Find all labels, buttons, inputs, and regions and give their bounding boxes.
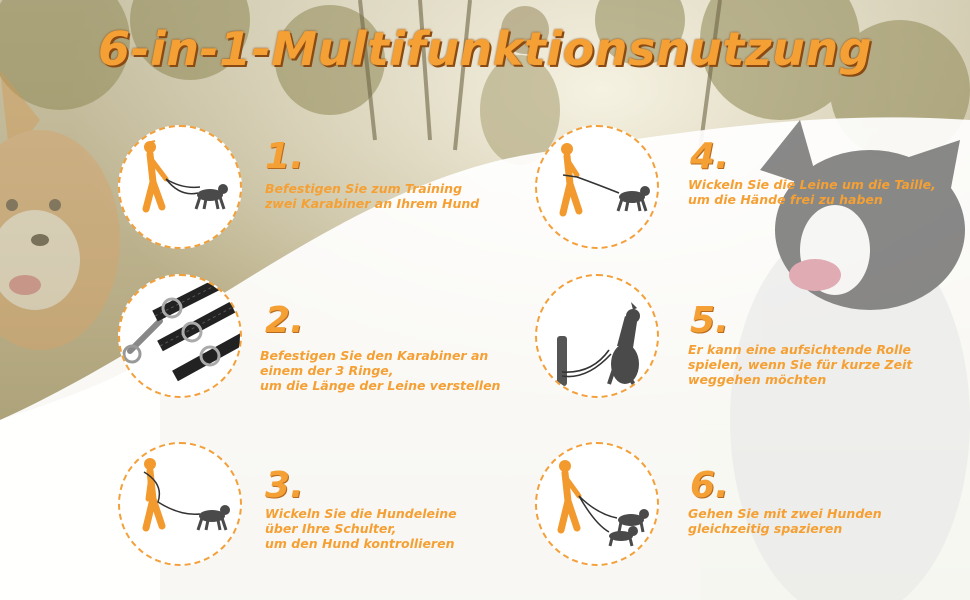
step-5-description	[688, 342, 912, 387]
step-2-line-2: einem der 3 Ringe,	[260, 363, 394, 378]
step-6-description	[688, 506, 882, 536]
step-4-description	[688, 177, 936, 207]
step-1-description	[265, 181, 479, 211]
step-3-line-3: um den Hund kontrollieren	[265, 536, 455, 551]
step-2-line-3: um die Länge der Leine verstellen	[260, 378, 501, 393]
step-5-line-2: spielen, wenn Sie für kurze Zeit	[688, 357, 913, 372]
step-5-line-3: weggehen möchten	[688, 372, 827, 387]
step-6-line-1: Gehen Sie mit zwei Hunden	[688, 506, 882, 521]
person-two-dogs-icon	[537, 444, 659, 566]
dog-tied-to-post-icon	[537, 276, 659, 398]
step-3-line-1: Wickeln Sie die Hundeleine	[265, 506, 457, 521]
step-4-line-1: Wickeln Sie die Leine um die Taille,	[688, 177, 936, 192]
step-3-line-2: über Ihre Schulter,	[265, 521, 397, 536]
step-6-illustration	[535, 442, 659, 566]
person-walking-dog-icon	[120, 127, 242, 249]
step-2-description	[260, 348, 500, 393]
step-1-line-1: Befestigen Sie zum Training	[265, 181, 463, 196]
step-2-illustration	[118, 274, 242, 398]
step-4-illustration	[535, 125, 659, 249]
person-leash-shoulder-icon	[120, 444, 242, 566]
step-2-line-1: Befestigen Sie den Karabiner an	[260, 348, 489, 363]
step-3-illustration	[118, 442, 242, 566]
step-5-number: 5.	[690, 300, 729, 341]
leash-rings-icon	[120, 276, 242, 398]
step-5-illustration	[535, 274, 659, 398]
step-4-line-2: um die Hände frei zu haben	[688, 192, 883, 207]
page-title: 6-in-1-Multifunktionsnutzung	[97, 22, 873, 76]
step-4-number: 4.	[690, 136, 729, 177]
step-3-description	[265, 506, 457, 551]
step-6-line-2: gleichzeitig spazieren	[688, 521, 843, 536]
step-3-number: 3.	[265, 465, 304, 506]
step-1-line-2: zwei Karabiner an Ihrem Hund	[265, 196, 480, 211]
step-1-illustration	[118, 125, 242, 249]
step-5-line-1: Er kann eine aufsichtende Rolle	[688, 342, 912, 357]
step-6-number: 6.	[690, 465, 729, 506]
step-2-number: 2.	[265, 300, 304, 341]
person-leash-waist-icon	[537, 127, 659, 249]
step-1-number: 1.	[265, 136, 304, 177]
